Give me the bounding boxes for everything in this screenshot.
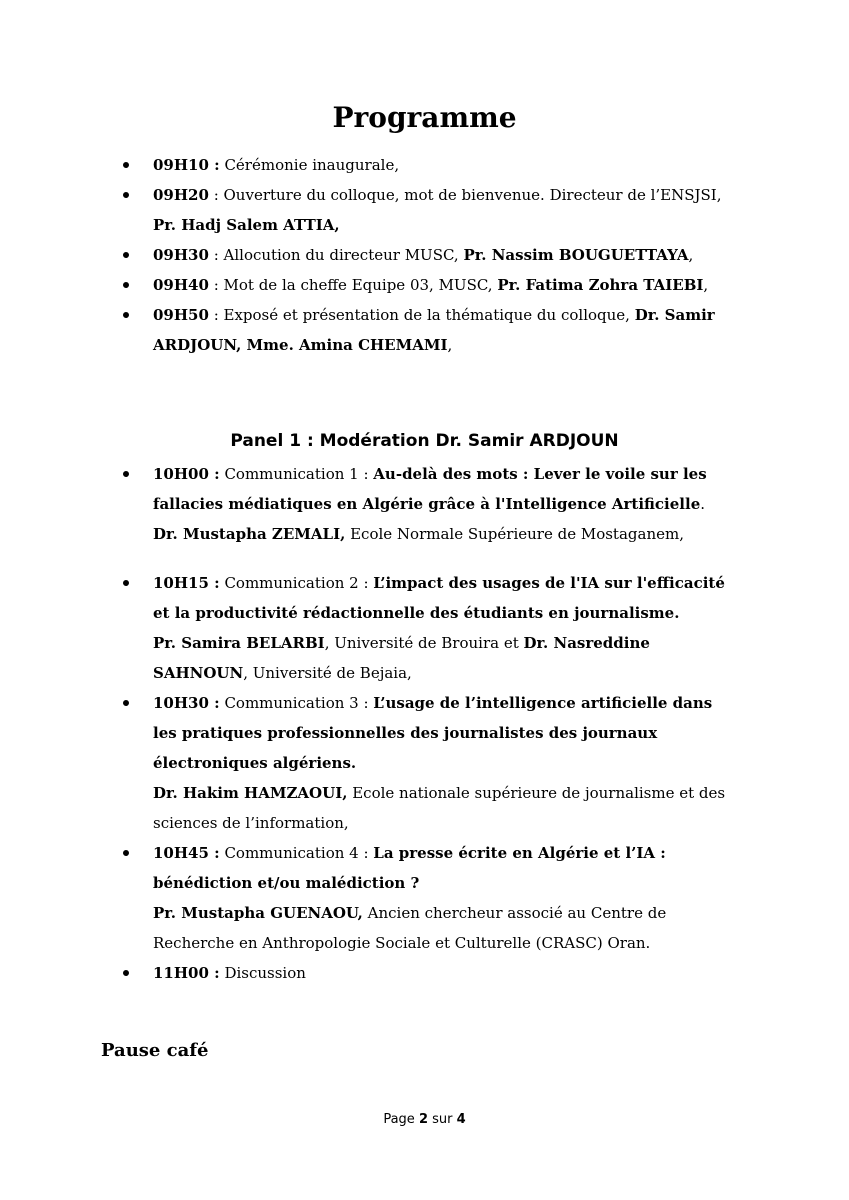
item-text: : Allocution du directeur MUSC, bbox=[208, 246, 464, 264]
page-number: 2 bbox=[418, 1112, 428, 1127]
page-title: Programme bbox=[332, 101, 517, 134]
speaker-name: Pr. Fatima Zohra TAIEBI bbox=[497, 276, 704, 294]
list-item bbox=[110, 180, 730, 240]
bullet-icon bbox=[123, 312, 129, 318]
item-suffix: , bbox=[688, 246, 694, 264]
panel-heading: Panel 1 : Modération Dr. Samir ARDJOUN bbox=[230, 431, 619, 451]
item-text: : Ouverture du colloque, mot de bienvenue. Directeur de l’ENSJSI, bbox=[208, 186, 722, 204]
author-name: Pr. Samira BELARBI bbox=[153, 634, 325, 652]
list-item bbox=[110, 240, 730, 270]
bullet-icon bbox=[123, 970, 129, 976]
time-label: 10H45 : bbox=[153, 844, 220, 862]
bullet-icon bbox=[123, 471, 129, 477]
list-item bbox=[110, 150, 730, 180]
opening-list bbox=[110, 150, 730, 360]
item-text: : Exposé et présentation de la thématique du colloque, bbox=[208, 306, 635, 324]
bullet-icon bbox=[123, 162, 129, 168]
time-label: 09H30 bbox=[153, 246, 209, 264]
panel-list bbox=[110, 459, 730, 988]
bullet-icon bbox=[123, 700, 129, 706]
topic-suffix: . bbox=[700, 495, 706, 513]
time-label: 10H00 : bbox=[153, 465, 220, 483]
bullet-icon bbox=[123, 192, 129, 198]
list-item bbox=[110, 270, 730, 300]
communication-topic: L’usage de l’intelligence artificielle dans les pratiques professionnelles des journalistes des journaux électroniques algériens. bbox=[153, 694, 713, 772]
bullet-icon bbox=[123, 252, 129, 258]
time-label: 09H50 bbox=[153, 306, 209, 324]
communication-label: Communication 4 : bbox=[219, 844, 374, 862]
bullet-icon bbox=[123, 580, 129, 586]
list-item bbox=[110, 838, 730, 958]
communication-label: Communication 2 : bbox=[219, 574, 374, 592]
list-item bbox=[110, 568, 730, 688]
author-affiliation: Ancien chercheur associé au Centre de Recherche en Anthropologie Sociale et Culturelle (CRASC) Oran. bbox=[153, 904, 667, 952]
communication-topic: Au-delà des mots : Lever le voile sur les fallacies médiatiques en Algérie grâce à l'Intelligence Artificielle bbox=[153, 465, 707, 513]
bullet-icon bbox=[123, 850, 129, 856]
list-item bbox=[110, 958, 730, 988]
item-text: : Mot de la cheffe Equipe 03, MUSC, bbox=[208, 276, 498, 294]
time-label: 09H20 bbox=[153, 186, 209, 204]
speaker-name: Pr. Hadj Salem ATTIA, bbox=[153, 216, 340, 234]
author-affiliation: Ecole Normale Supérieure de Mostaganem, bbox=[345, 525, 684, 543]
speaker-name: Pr. Nassim BOUGUETTAYA bbox=[463, 246, 689, 264]
author-name: Dr. Hakim HAMZAOUI, bbox=[153, 784, 348, 802]
list-item bbox=[110, 688, 730, 838]
page-total: 4 bbox=[456, 1112, 466, 1127]
list-item bbox=[110, 459, 730, 549]
author-affiliation: , Université de Bejaia, bbox=[243, 664, 412, 682]
page-label: Page bbox=[383, 1112, 419, 1127]
author-name: Pr. Mustapha GUENAOU, bbox=[153, 904, 363, 922]
time-label: 10H15 : bbox=[153, 574, 220, 592]
time-label: 09H10 : bbox=[153, 156, 220, 174]
page-footer bbox=[0, 1112, 849, 1127]
time-label: 10H30 : bbox=[153, 694, 220, 712]
item-text: Cérémonie inaugurale, bbox=[219, 156, 400, 174]
communication-label: Communication 1 : bbox=[219, 465, 374, 483]
communication-label: Communication 3 : bbox=[219, 694, 374, 712]
list-item bbox=[110, 300, 730, 360]
author-name: Dr. Mustapha ZEMALI, bbox=[153, 525, 346, 543]
speaker-name: Dr. Samir ARDJOUN, Mme. Amina CHEMAMI bbox=[153, 306, 715, 354]
page-sur-label: sur bbox=[427, 1112, 457, 1127]
author-name: Dr. Nasreddine SAHNOUN bbox=[153, 634, 650, 682]
item-suffix: , bbox=[447, 336, 453, 354]
item-text: Discussion bbox=[219, 964, 306, 982]
time-label: 11H00 : bbox=[153, 964, 220, 982]
bullet-icon bbox=[123, 282, 129, 288]
time-label: 09H40 bbox=[153, 276, 209, 294]
author-affiliation: Ecole nationale supérieure de journalisme et des sciences de l’information, bbox=[153, 784, 726, 832]
pause-heading: Pause café bbox=[101, 1040, 209, 1061]
communication-topic: La presse écrite en Algérie et l’IA : bénédiction et/ou malédiction ? bbox=[153, 844, 666, 892]
author-affiliation: , Université de Brouira et bbox=[324, 634, 524, 652]
communication-topic: L’impact des usages de l'IA sur l'efficacité et la productivité rédactionnelle des étudiants en journalisme. bbox=[153, 574, 725, 622]
item-suffix: , bbox=[703, 276, 709, 294]
